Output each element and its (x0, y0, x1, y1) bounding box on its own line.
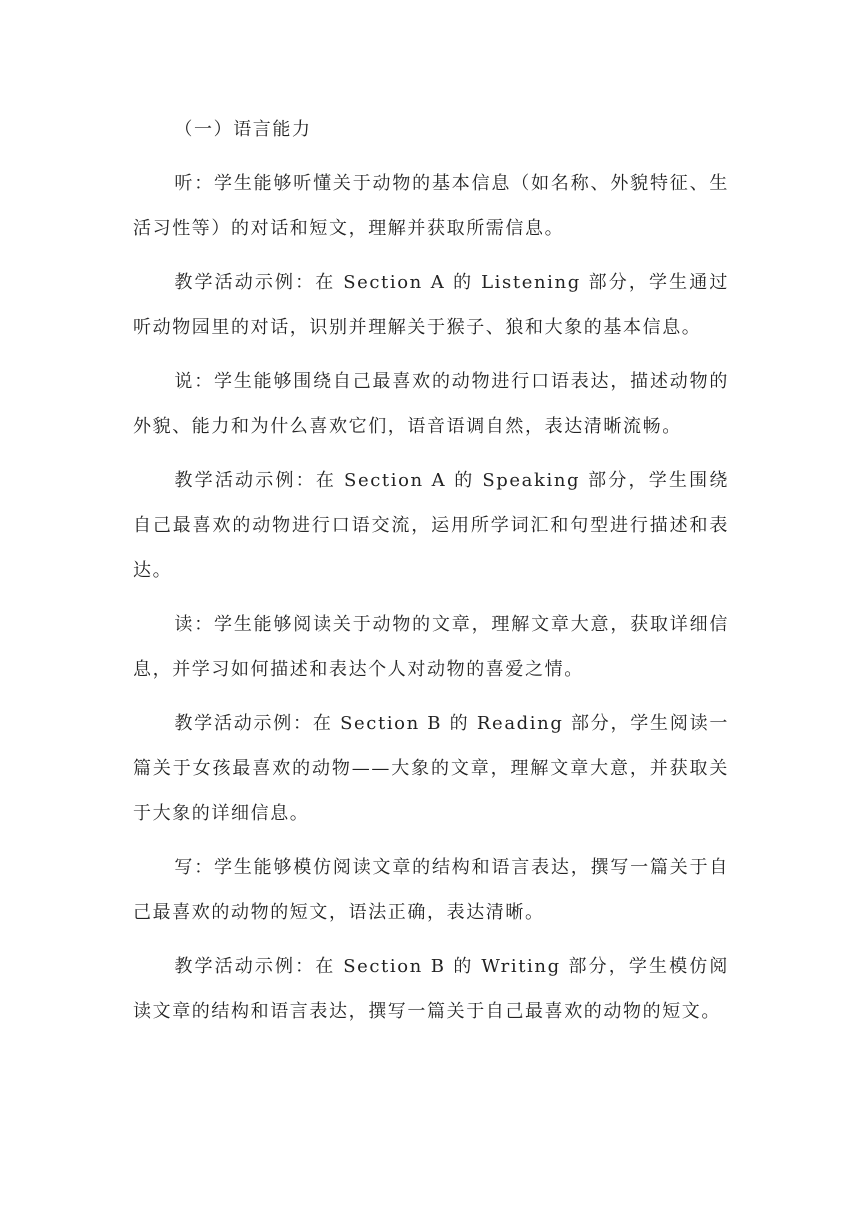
paragraph-speaking: 说：学生能够围绕自己最喜欢的动物进行口语表达，描述动物的外貌、能力和为什么喜欢它们，语音语调自然，表达清晰流畅。 (133, 371, 729, 437)
paragraph-writing-example: 教学活动示例：在 Section B 的 Writing 部分，学生模仿阅读文章的结构和语言表达，撰写一篇关于自己最喜欢的动物的短文。 (133, 956, 729, 1022)
paragraph-listening-example: 教学活动示例：在 Section A 的 Listening 部分，学生通过听动物园里的对话，识别并理解关于猴子、狼和大象的基本信息。 (133, 272, 729, 338)
paragraph-writing: 写：学生能够模仿阅读文章的结构和语言表达，撰写一篇关于自己最喜欢的动物的短文，语法正确，表达清晰。 (133, 857, 729, 923)
document-body (133, 107, 729, 1043)
paragraph-listening: 听：学生能够听懂关于动物的基本信息（如名称、外貌特征、生活习性等）的对话和短文，理解并获取所需信息。 (133, 173, 729, 239)
paragraph-reading-example: 教学活动示例：在 Section B 的 Reading 部分，学生阅读一篇关于女孩最喜欢的动物——大象的文章，理解文章大意，并获取关于大象的详细信息。 (133, 713, 729, 824)
paragraph-reading: 读：学生能够阅读关于动物的文章，理解文章大意，获取详细信息，并学习如何描述和表达个人对动物的喜爱之情。 (133, 614, 729, 680)
section-heading: （一）语言能力 (174, 119, 312, 140)
paragraph-speaking-example: 教学活动示例：在 Section A 的 Speaking 部分，学生围绕自己最喜欢的动物进行口语交流，运用所学词汇和句型进行描述和表达。 (133, 470, 729, 581)
